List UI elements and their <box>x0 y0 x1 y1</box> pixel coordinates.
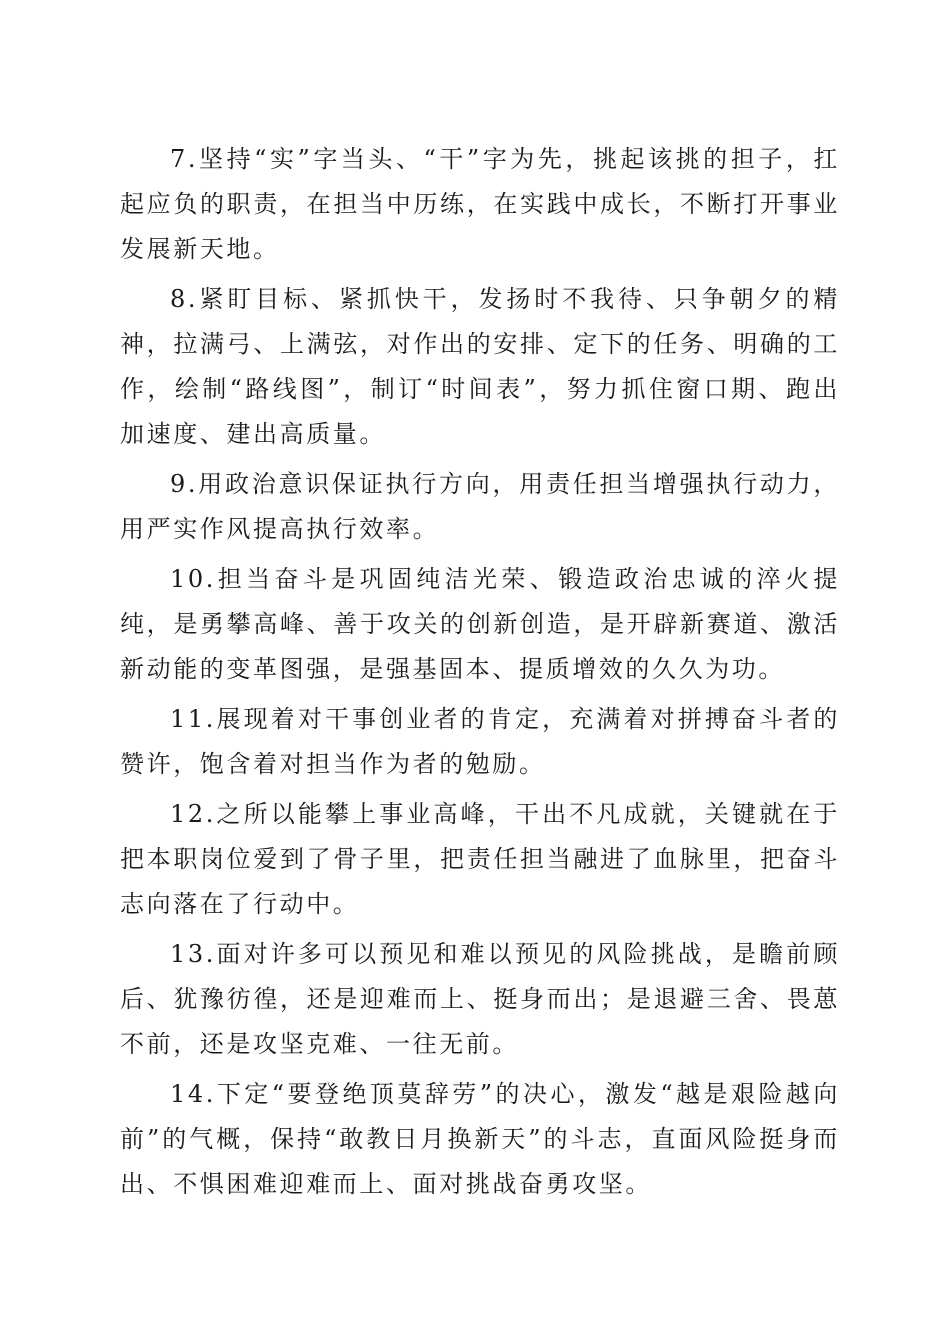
paragraph-12: 12.之所以能攀上事业高峰，干出不凡成就，关键就在于把本职岗位爱到了骨子里，把责任担当融进了血脉里，把奋斗志向落在了行动中。 <box>120 800 840 918</box>
paragraph-13: 13.面对许多可以预见和难以预见的风险挑战，是瞻前顾后、犹豫彷徨，还是迎难而上、挺身而出；是退避三舍、畏葸不前，还是攻坚克难、一往无前。 <box>120 940 840 1058</box>
paragraph-8: 8.紧盯目标、紧抓快干，发扬时不我待、只争朝夕的精神，拉满弓、上满弦，对作出的安排、定下的任务、明确的工作，绘制“路线图”，制订“时间表”，努力抓住窗口期、跑出加速度、建出高质量。 <box>120 285 840 448</box>
paragraph-14: 14.下定“要登绝顶莫辞劳”的决心，激发“越是艰险越向前”的气概，保持“敢教日月换新天”的斗志，直面风险挺身而出、不惧困难迎难而上、面对挑战奋勇攻坚。 <box>120 1080 840 1198</box>
paragraph-11: 11.展现着对干事创业者的肯定，充满着对拼搏奋斗者的赞许，饱含着对担当作为者的勉励。 <box>120 705 840 778</box>
paragraph-10: 10.担当奋斗是巩固纯洁光荣、锻造政治忠诚的淬火提纯，是勇攀高峰、善于攻关的创新创造，是开辟新赛道、激活新动能的变革图强，是强基固本、提质增效的久久为功。 <box>120 565 840 683</box>
paragraph-7: 7.坚持“实”字当头、“干”字为先，挑起该挑的担子，扛起应负的职责，在担当中历练，在实践中成长，不断打开事业发展新天地。 <box>120 145 840 263</box>
document-body <box>120 137 840 1212</box>
paragraph-9: 9.用政治意识保证执行方向，用责任担当增强执行动力，用严实作风提高执行效率。 <box>120 470 840 543</box>
